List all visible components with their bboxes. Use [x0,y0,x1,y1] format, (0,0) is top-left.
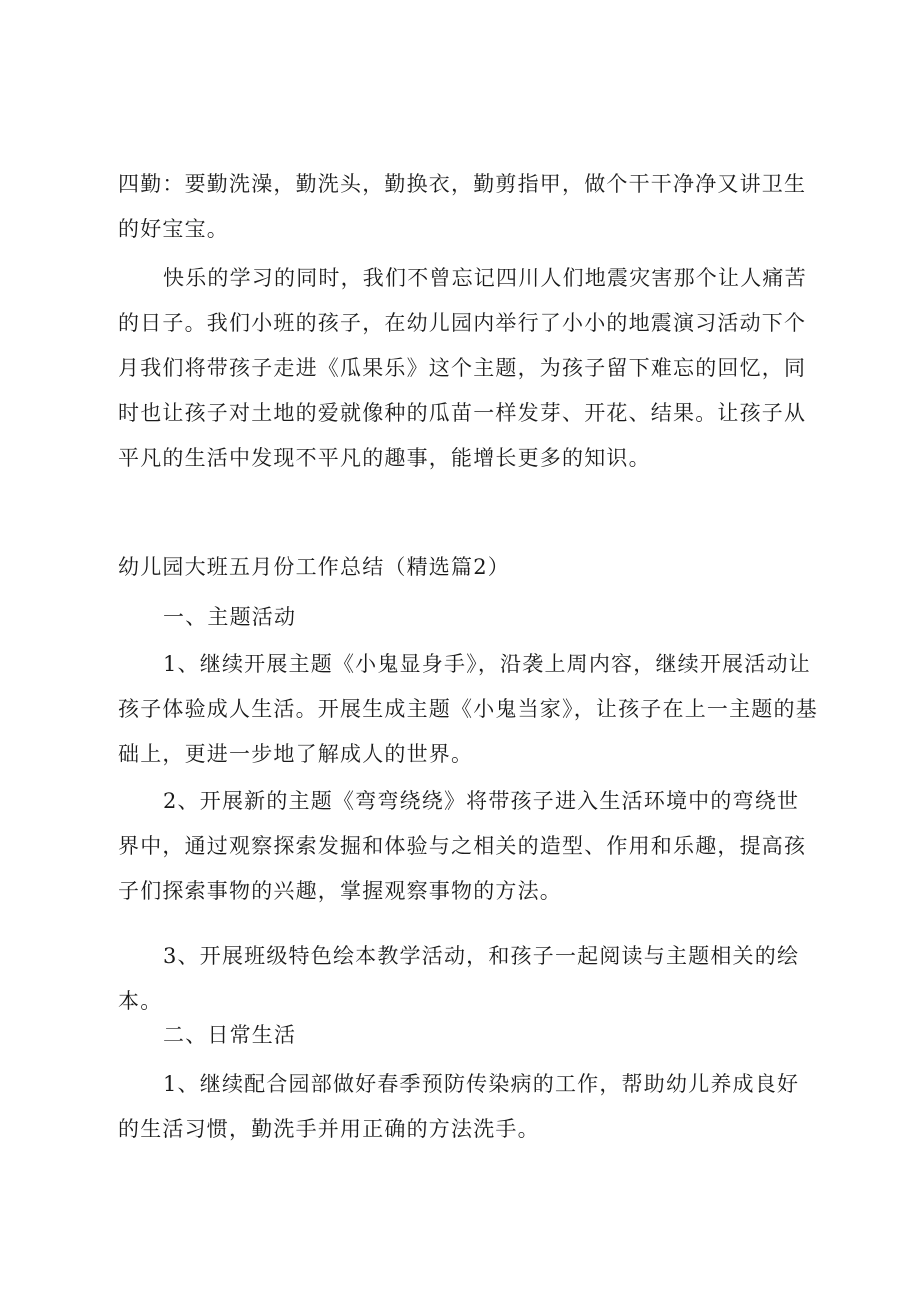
list-item-theme-1: 1、继续开展主题《小鬼显身手》，沿袭上周内容，继续开展活动让孩子体验成人生活。开展生成主题《小鬼当家》，让孩子在上一主题的基础上，更进一步地了解成人的世界。 [118,652,818,766]
list-item-daily-1: 1、继续配合园部做好春季预防传染病的工作，帮助幼儿养成良好的生活习惯，勤洗手并用正确的方法洗手。 [118,1072,800,1141]
paragraph-earthquake-memory: 快乐的学习的同时，我们不曾忘记四川人们地震灾害那个让人痛苦的日子。我们小班的孩子，在幼儿园内举行了小小的地震演习活动下个月我们将带孩子走进《瓜果乐》这个主题，为孩子留下难忘的回忆，同时也让孩子对土地的爱就像种的瓜苗一样发芽、开花、结果。让孩子从平凡的生活中发现不平凡的趣事，能增长更多的知识。 [118,266,807,470]
list-item-theme-3: 3、开展班级特色绘本教学活动，和孩子一起阅读与主题相关的绘本。 [118,944,800,1013]
section-title: 幼儿园大班五月份工作总结（精选篇2） [118,555,510,579]
heading-theme-activities: 一、主题活动 [163,605,297,629]
list-item-theme-2: 2、开展新的主题《弯弯绕绕》将带孩子进入生活环境中的弯绕世界中，通过观察探索发掘和体验与之相关的造型、作用和乐趣，提高孩子们探索事物的兴趣，掌握观察事物的方法。 [118,789,807,903]
heading-daily-life: 二、日常生活 [163,1023,297,1047]
paragraph-four-diligences: 四勤：要勤洗澡，勤洗头，勤换衣，勤剪指甲，做个干干净净又讲卫生的好宝宝。 [118,172,807,241]
